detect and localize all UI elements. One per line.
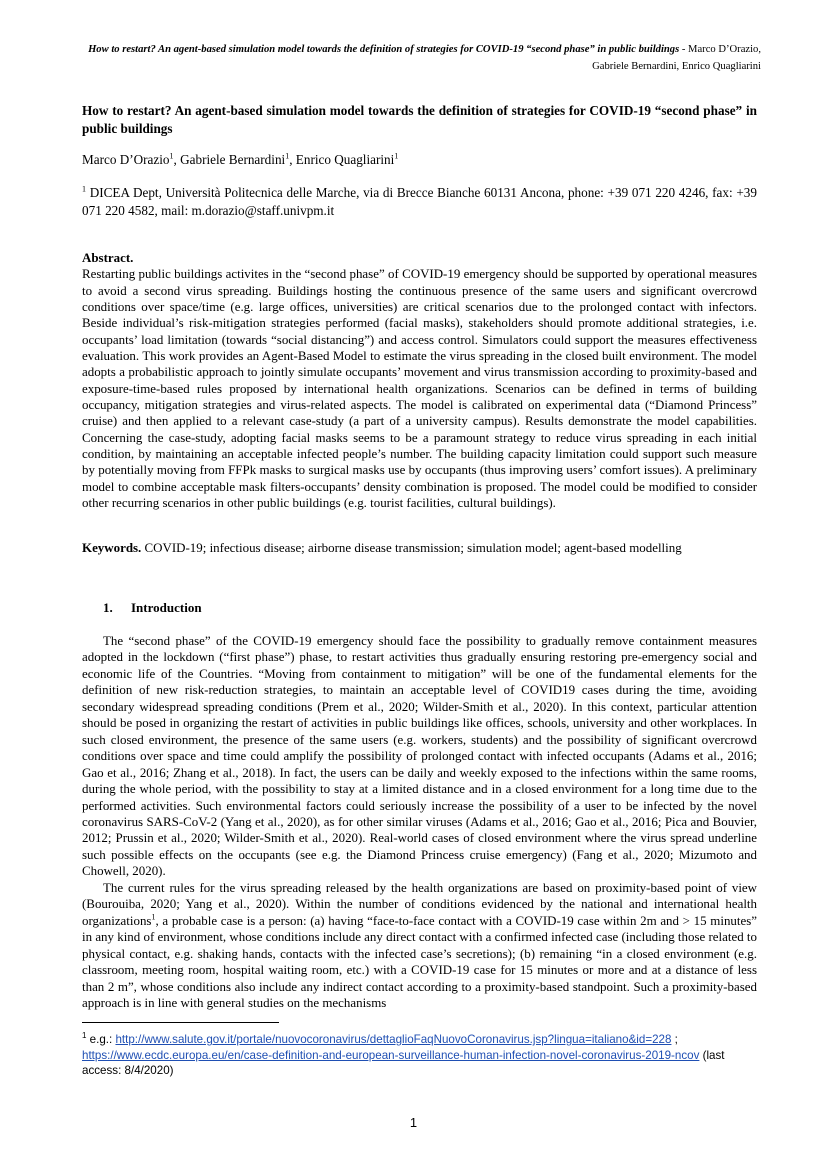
running-header — [60, 41, 761, 75]
paragraph-text: , a probable case is a person: (a) having “face-to-face contact with a COVID-19 case within 2m and > 15 minutes” in any kind of environment, whose conditions include any direct contact with a confirmed infected case (including those related to physical contact, e.g. shaking hands, contacts with the infected case’s secretions); (b) remaining “in a closed environment (e.g. classroom, meeting room, hospital waiting room, etc.) with a COVID-19 case for 15 minutes or more and at a distance of less than 2 m”, whose conditions also include any indirect contact according to a proximity-based standpoint. Such a proximity-based approach is in line with general studies on the mechanisms — [82, 912, 757, 1010]
affiliation — [82, 184, 757, 220]
footnote-link-salute[interactable]: http://www.salute.gov.it/portale/nuovocoronavirus/dettaglioFaqNuovoCoronavirus.jsp?lingua=italiano&id=228 — [115, 1033, 672, 1046]
paragraph-text: The current rules for the virus spreading released by the health organizations are based on proximity-based point of view (Bourouiba, 2020; Yang et al., 2020). Within the number of conditions evidenced by the national and international health organizations — [82, 879, 757, 928]
paper-title: How to restart? An agent-based simulation model towards the definition of strategies for COVID-19 “second phase” in public buildings — [82, 103, 757, 136]
footnote-suffix: (last access: 8/4/2020) — [82, 1048, 725, 1077]
keywords — [82, 539, 757, 556]
author-list — [82, 151, 398, 169]
keywords-label: Keywords. — [82, 540, 142, 555]
introduction-body — [82, 633, 757, 1011]
footnote — [82, 1032, 757, 1079]
running-header-title: How to restart? An agent-based simulation model towards the definition of strategies for COVID-19 “second phase” in public buildings — [88, 44, 680, 55]
section-number: 1. — [103, 600, 113, 615]
section-heading — [103, 599, 202, 617]
footnote-separator: ; — [671, 1033, 678, 1046]
paragraph — [82, 880, 757, 1012]
author-affiliation-mark: 1 — [394, 151, 399, 161]
author-name: Marco D’Orazio — [82, 152, 170, 167]
author-affiliation-mark: 1 — [169, 151, 174, 161]
section-title: Introduction — [131, 600, 202, 615]
abstract-text: Restarting public buildings activites in the “second phase” of COVID-19 emergency should be supported by operational measures to avoid a second virus spreading. Buildings hosting the continuous presence of the same users and significant overcrowd conditions over space/time (e.g. large offices, universities) are critical scenarios due to the prolonged contact with infectors. Beside individual’s risk-mitigation strategies performed (facial masks), stakeholders should promote additional strategies, i.e. occupants’ load limitation (towards “social distancing”) and access control. Simulators could support the measures effectiveness evaluation. This work provides an Agent-Based Model to estimate the virus spreading in the closed built environment. The model adopts a probabilistic approach to jointly simulate occupants’ movement and virus transmission according to proximity-based and exposure-time-based rules proposed by international health organizations. Scenarios can be defined in terms of building occupancy, mitigation strategies and virus-related aspects. The model is calibrated on experimental data (“Diamond Princess” cruise) and then applied to a relevant case-study (a part of a university campus). Results demonstrate the model capabilities. Concerning the case-study, adopting facial masks seems to be a paramount strategy to reduce virus spreading in each initial condition, by maintaining an acceptable infected people’s number. The building capacity limitation could support such measure by potentially moving from FFPk masks to surgical masks use by occupants (thus improving users’ comfort issues). A preliminary model to combine acceptable mask filters-occupants’ density combination is proposed. The model could be modified to consider other recurring scenarios in other public buildings (e.g. tourist facilities, cultural buildings). — [82, 266, 757, 511]
footnote-link-ecdc[interactable]: https://www.ecdc.europa.eu/en/case-definition-and-european-surveillance-human-infection-novel-coronavirus-2019-ncov — [82, 1048, 700, 1062]
footnote-prefix: e.g.: — [86, 1033, 116, 1046]
author-name: Gabriele Bernardini — [180, 152, 286, 167]
abstract — [82, 250, 757, 512]
author-affiliation-mark: 1 — [285, 151, 290, 161]
keywords-text: COVID-19; infectious disease; airborne disease transmission; simulation model; agent-based modelling — [141, 540, 682, 555]
affiliation-mark: 1 — [82, 184, 86, 194]
running-header-authors: Marco D’Orazio, Gabriele Bernardini, Enrico Quagliarini — [592, 44, 761, 72]
page-number: 1 — [409, 1115, 418, 1130]
affiliation-text: DICEA Dept, Università Politecnica delle Marche, via di Brecce Bianche 60131 Ancona, phone: +39 071 220 4246, fax: +39 071 220 4582, mail: m.dorazio@staff.univpm.it — [82, 185, 757, 218]
author-separator: , — [289, 152, 296, 167]
author-separator: , — [173, 152, 181, 167]
footnote-reference[interactable]: 1 — [151, 912, 156, 922]
abstract-heading: Abstract. — [82, 250, 134, 265]
running-header-separator: - — [679, 44, 689, 55]
footnote-mark: 1 — [82, 1031, 87, 1041]
paragraph: The “second phase” of the COVID-19 emergency should face the possibility to gradually remove containment measures adopted in the lockdown (“first phase”) phase, to restart activities thus gradually ensuring restoring pre-emergency social and economic life of the Countries. “Moving from containment to mitigation” will be one of the fundamental elements for the definition of new risk-reduction strategies, to maintain an acceptable level of COVID19 cases during the time, avoiding secondary widespread spreading conditions (Prem et al., 2020; Wilder-Smith et al., 2020). In this context, particular attention should be posed in organizing the restart of activities in public buildings like offices, schools, university and other workplaces. In such closed environment, the presence of the same users (e.g. workers, students) and the possibility of significant overcrowd conditions over space and time could amplify the possibility of prolonged contact with infected occupants (Adams et al., 2016; Gao et al., 2016; Zhang et al., 2018). In fact, the users can be daily and weekly exposed to the infections within the same rooms, during the whole period, with the possibility to stay at a limited distance and in a closed environment for a long time due to the performed activities. Such environmental factors could seriously increase the possibility of a user to be infected by the novel coronavirus SARS-CoV-2 (Yang et al., 2020), as for other similar viruses (Adams et al., 2016; Gao et al., 2016; Pica and Bouvier, 2012; Prussin et al., 2020; Wilder-Smith et al., 2020). Real-world cases of closed environment where the virus spread underline such possible effects on the occupants (see e.g. the Diamond Princess cruise emergency) (Fang et al., 2020; Mizumoto and Chowell, 2020). — [82, 633, 757, 879]
footnote-divider — [82, 1022, 279, 1023]
author-name: Enrico Quagliarini — [295, 152, 395, 167]
